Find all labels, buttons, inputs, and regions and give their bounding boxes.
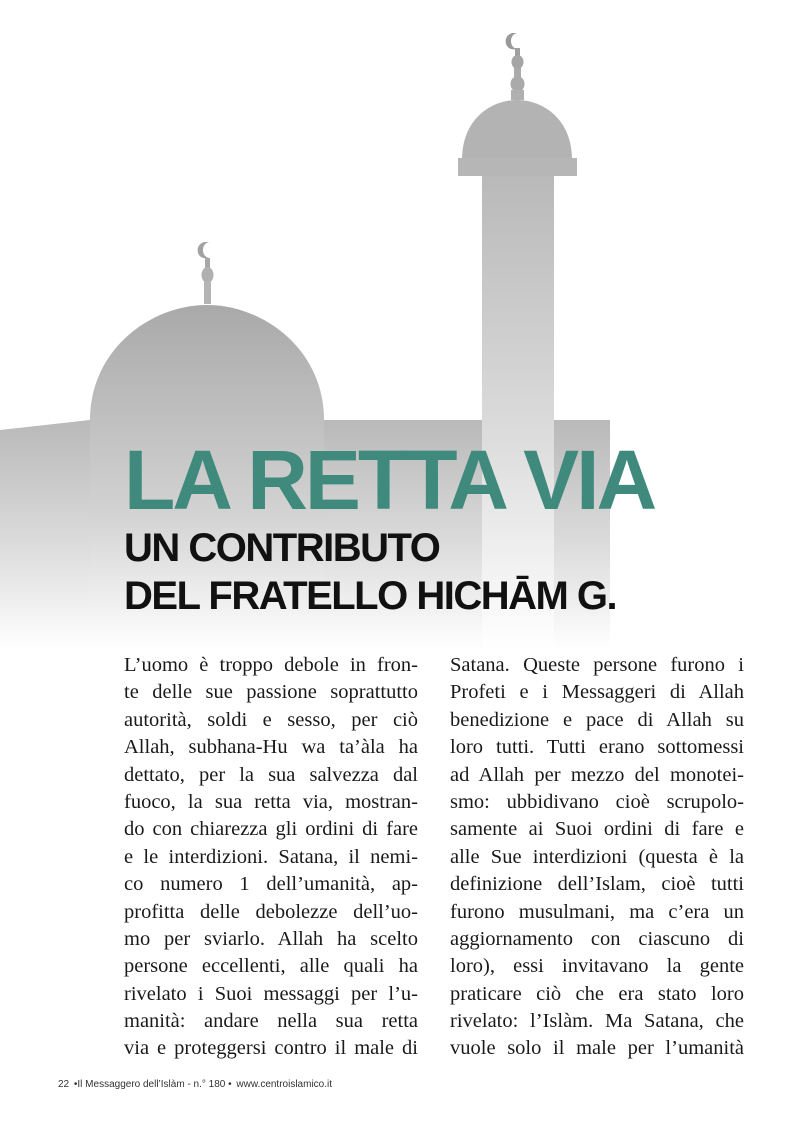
text-line: Satana. Queste persone furono i xyxy=(450,654,744,676)
website-link[interactable]: www.centroislamico.it xyxy=(236,1079,333,1090)
text-line: co numero 1 dell’umanità, ap- xyxy=(124,873,418,896)
text-line: persone eccellenti, alle quali ha xyxy=(124,955,418,978)
text-line: praticare ciò che era stato loro xyxy=(450,982,744,1005)
text-line: definizione dell’Islam, cioè tutti xyxy=(450,873,744,896)
text-line: mo per sviarlo. Allah ha scelto xyxy=(124,927,418,950)
text-line: Allah, subhana-Hu wa ta’àla ha xyxy=(124,736,418,759)
text-line: rivelato i Suoi messaggi per l’u- xyxy=(124,982,418,1005)
body-column-left xyxy=(124,652,418,1063)
text-line: L’uomo è troppo debole in fron- xyxy=(124,654,418,676)
page-footer xyxy=(58,1079,334,1090)
text-line: alle Sue interdizioni (questa è la xyxy=(450,845,744,868)
text-line: te delle sue passione soprattutto xyxy=(124,681,418,704)
article-title: LA RETTA VIA xyxy=(124,433,655,527)
text-line: loro), essi invitavano la gente xyxy=(450,955,744,978)
body-column-right xyxy=(450,652,744,1063)
text-line: rivelato: l’Islàm. Ma Satana, che xyxy=(450,1010,744,1033)
text-line: do con chiarezza gli ordini di fare xyxy=(124,818,418,841)
page-number: 22 xyxy=(58,1079,70,1090)
text-line: via e proteggersi contro il male di xyxy=(124,1037,418,1060)
article-subtitle xyxy=(124,524,616,620)
text-line: dettato, per la sua salvezza dal xyxy=(124,763,418,786)
subtitle-line-2: DEL FRATELLO HICHĀM G. xyxy=(124,574,617,618)
text-line: vuole solo il male per l’umanità xyxy=(450,1037,744,1060)
text-line: manità: andare nella sua retta xyxy=(124,1010,418,1033)
text-line: samente ai Suoi ordini di fare e xyxy=(450,818,744,841)
text-line: autorità, soldi e sesso, per ciò xyxy=(124,708,418,731)
text-line: e le interdizioni. Satana, il nemi- xyxy=(124,845,418,868)
text-line: furono musulmani, ma c’era un xyxy=(450,900,744,923)
text-line: loro tutti. Tutti erano sottomessi xyxy=(450,736,744,759)
subtitle-line-1: UN CONTRIBUTO xyxy=(124,526,440,570)
text-line: ad Allah per mezzo del monotei- xyxy=(450,763,744,786)
text-line: Profeti e i Messaggeri di Allah xyxy=(450,681,744,704)
text-line: aggiornamento con ciascuno di xyxy=(450,927,744,950)
text-line: fuoco, la sua retta via, mostran- xyxy=(124,790,418,813)
text-line: profitta delle debolezze dell’uo- xyxy=(124,900,418,923)
text-line: benedizione e pace di Allah su xyxy=(450,708,744,731)
magazine-issue: •Il Messaggero dell’Islàm - n.° 180 • xyxy=(73,1079,232,1090)
text-line: smo: ubbidivano cioè scrupolo- xyxy=(450,790,744,813)
